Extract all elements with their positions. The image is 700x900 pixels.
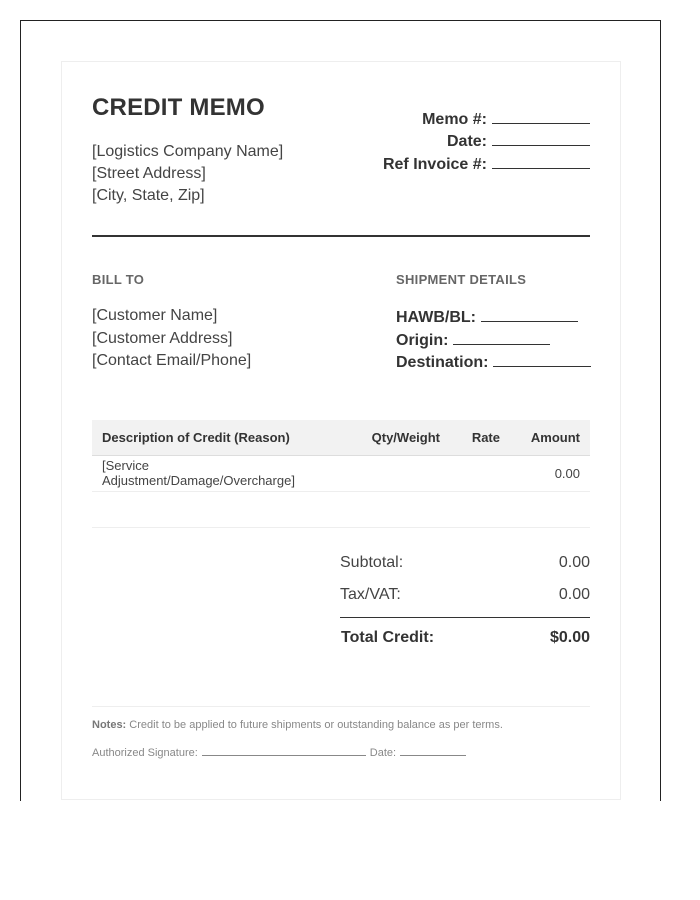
row-qty (340, 455, 450, 491)
row-description: [Service Adjustment/Damage/Overcharge] (92, 455, 340, 491)
memo-number-field (422, 109, 590, 129)
description-column-header: Description of Credit (Reason) (92, 420, 340, 455)
qty-column-header: Qty/Weight (340, 420, 450, 455)
ref-invoice-label: Ref Invoice #: (382, 156, 487, 173)
table-header-row (92, 420, 590, 455)
ref-invoice-blank[interactable] (492, 154, 590, 169)
empty-cell (450, 491, 510, 527)
document-title: CREDIT MEMO (92, 94, 265, 121)
signature-blank[interactable] (202, 745, 366, 756)
date-blank[interactable] (492, 131, 590, 146)
origin-field (396, 330, 550, 350)
total-credit-value: $0.00 (549, 629, 590, 646)
customer-contact: [Contact Email/Phone] (92, 352, 252, 369)
signature-date-blank[interactable] (400, 745, 466, 756)
credit-items-table (92, 420, 590, 528)
origin-blank[interactable] (453, 330, 550, 345)
company-name: [Logistics Company Name] (92, 143, 284, 160)
date-label: Date: (446, 133, 487, 150)
signature-label: Authorized Signature: (92, 747, 198, 759)
origin-label: Origin: (396, 332, 449, 349)
memo-number-blank[interactable] (492, 109, 590, 124)
header-divider (92, 235, 590, 237)
totals-divider (340, 617, 590, 618)
tax-label: Tax/VAT: (340, 586, 401, 603)
rate-column-header: Rate (450, 420, 510, 455)
hawb-label: HAWB/BL: (396, 309, 476, 326)
empty-cell (510, 491, 590, 527)
empty-cell (92, 491, 340, 527)
subtotal-value: 0.00 (558, 554, 590, 571)
notes-body: Credit to be applied to future shipments or outstanding balance as per terms. (129, 719, 503, 731)
notes-label: Notes: (92, 719, 127, 731)
total-credit-label: Total Credit: (341, 629, 435, 646)
subtotal-label: Subtotal: (340, 554, 404, 571)
row-rate (450, 455, 510, 491)
table-row-empty (92, 491, 590, 527)
memo-number-label: Memo #: (422, 111, 487, 128)
notes-text (92, 719, 503, 731)
hawb-blank[interactable] (481, 307, 578, 322)
destination-field (396, 352, 591, 372)
row-amount: 0.00 (510, 455, 590, 491)
customer-address: [Customer Address] (92, 330, 233, 347)
bill-to-heading: BILL TO (92, 272, 145, 287)
empty-cell (340, 491, 450, 527)
company-city: [City, State, Zip] (92, 187, 205, 204)
destination-label: Destination: (396, 354, 489, 371)
signature-line (92, 745, 470, 759)
amount-column-header: Amount (510, 420, 590, 455)
table-row (92, 455, 590, 491)
tax-value: 0.00 (558, 586, 590, 603)
hawb-field (396, 307, 578, 327)
notes-divider (92, 706, 590, 707)
shipment-details-heading: SHIPMENT DETAILS (396, 272, 527, 287)
signature-date-label: Date: (369, 747, 397, 759)
ref-invoice-field (383, 154, 590, 174)
company-street: [Street Address] (92, 165, 206, 182)
customer-name: [Customer Name] (92, 307, 218, 324)
date-field (447, 131, 590, 151)
destination-blank[interactable] (493, 352, 591, 367)
